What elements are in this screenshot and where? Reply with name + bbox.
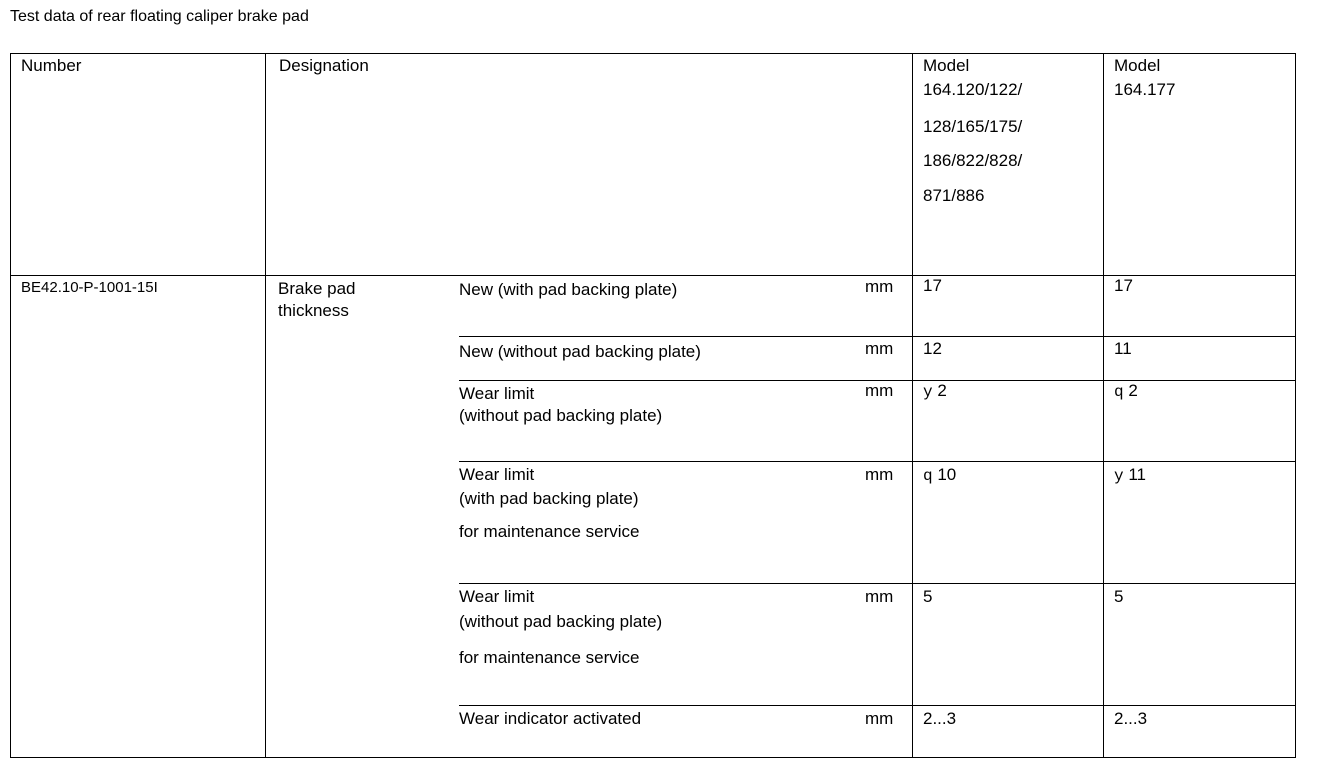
subrow-model-a-value: [923, 381, 947, 402]
subrow-divider: [459, 336, 1296, 337]
subrow-unit: mm: [865, 277, 894, 296]
header-model-a-label: Model: [923, 56, 970, 75]
header-model-a-line: 186/822/828/: [923, 151, 1023, 170]
subrow-description: (with pad backing plate): [459, 489, 639, 508]
tolerance-symbol: y: [1114, 467, 1124, 485]
subrow-model-a-value: [923, 339, 942, 360]
subrow-unit: mm: [865, 587, 894, 606]
subrow-unit: mm: [865, 465, 894, 484]
value: 2: [1128, 381, 1138, 400]
value: 17: [923, 276, 942, 295]
subrow-model-a-value: [923, 709, 956, 730]
subrow-description: Wear limit: [459, 384, 535, 403]
value: 5: [923, 587, 933, 606]
row-designation-line: thickness: [278, 301, 349, 320]
subrow-model-b-value: [1114, 339, 1132, 360]
header-model-b-label: Model: [1114, 56, 1161, 75]
value: 10: [937, 465, 957, 484]
value: 12: [923, 339, 942, 358]
header-designation: Designation: [279, 56, 369, 75]
value: 11: [1128, 465, 1146, 484]
subrow-divider: [459, 705, 1296, 706]
header-number: Number: [21, 56, 82, 75]
subrow-description: Wear indicator activated: [459, 709, 642, 728]
subrow-model-b-value: [1114, 709, 1147, 730]
subrow-description: (without pad backing plate): [459, 406, 663, 425]
subrow-model-b-value: [1114, 465, 1146, 486]
tolerance-symbol: q: [923, 467, 933, 485]
subrow-model-b-value: [1114, 587, 1123, 608]
value: 5: [1114, 587, 1124, 606]
subrow-unit: mm: [865, 709, 894, 728]
row-designation-line: Brake pad: [278, 279, 356, 298]
subrow-model-a-value: [923, 465, 956, 486]
header-model-a-line: 164.120/122/: [923, 80, 1023, 99]
subrow-unit: mm: [865, 339, 894, 358]
value: 2: [937, 381, 947, 400]
subrow-unit: mm: [865, 381, 894, 400]
header-model-b-line: 164.177: [1114, 80, 1176, 99]
value: 2...3: [1114, 709, 1148, 728]
page-title: Test data of rear floating caliper brake pad: [10, 8, 309, 25]
subrow-model-a-value: [923, 587, 932, 608]
column-divider: [912, 53, 913, 758]
subrow-description: Wear limit: [459, 465, 535, 484]
subrow-divider: [459, 583, 1296, 584]
subrow-description: (without pad backing plate): [459, 612, 663, 631]
value: 11: [1114, 339, 1132, 358]
subrow-model-b-value: [1114, 276, 1133, 297]
subrow-description: Wear limit: [459, 587, 535, 606]
column-divider: [265, 53, 266, 758]
subrow-model-b-value: [1114, 381, 1138, 402]
subrow-description: New (without pad backing plate): [459, 342, 701, 361]
table-right-border: [1295, 53, 1296, 758]
subrow-description: for maintenance service: [459, 648, 640, 667]
row-number: BE42.10-P-1001-15I: [21, 279, 158, 296]
column-divider: [1103, 53, 1104, 758]
subrow-description: for maintenance service: [459, 522, 640, 541]
subrow-description: New (with pad backing plate): [459, 280, 678, 299]
subrow-divider: [459, 461, 1296, 462]
value: 17: [1114, 276, 1133, 295]
table-left-border: [10, 53, 11, 758]
subrow-model-a-value: [923, 276, 942, 297]
header-model-a-line: 128/165/175/: [923, 117, 1023, 136]
tolerance-symbol: y: [923, 383, 933, 401]
header-model-a-line: 871/886: [923, 186, 985, 205]
value: 2...3: [923, 709, 957, 728]
tolerance-symbol: q: [1114, 383, 1124, 401]
